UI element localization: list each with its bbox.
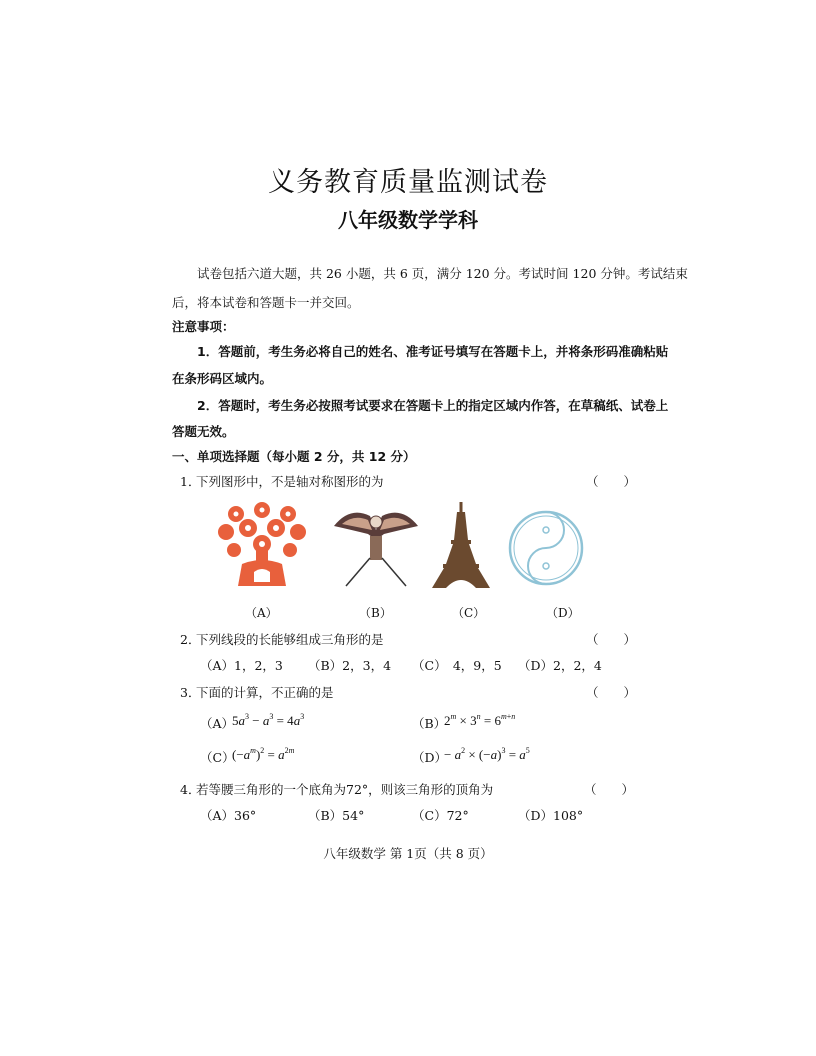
question-4-option-d: （D）108° [518, 808, 584, 823]
notice-item-2-line-2: 答题无效。 [172, 424, 235, 439]
question-3-option-d-label: （D） [412, 750, 448, 765]
question-2-text: 下列线段的长能够组成三角形的是 [196, 632, 384, 647]
kite-icon [330, 500, 422, 588]
question-3-option-a-formula: $5a^3 - a^3 = 4a^3$ [232, 712, 305, 728]
notice-heading: 注意事项： [172, 319, 235, 334]
question-3-text: 下面的计算，不正确的是 [196, 685, 334, 700]
question-2-option-a: （A）1，2，3 [200, 658, 283, 673]
paper-cut-tree-icon [216, 502, 308, 586]
question-2-number: 2． [180, 632, 201, 647]
question-4-option-c: （C）72° [412, 808, 469, 823]
question-3-option-c-formula: $(-a^m)^2 = a^{2m}$ [232, 746, 295, 762]
intro-line-1: 试卷包括六道大题，共 26 小题，共 6 页，满分 120 分。考试时间 120 分钟。考试结束 [197, 266, 688, 281]
question-4-text: 若等腰三角形的一个底角为72°，则该三角形的顶角为 [196, 782, 494, 797]
question-4-number: 4． [180, 782, 201, 797]
question-3-option-c-label: （C） [200, 750, 235, 765]
question-2-option-d: （D）2，2，4 [518, 658, 602, 673]
exam-subtitle: 八年级数学学科 [338, 208, 478, 232]
question-1-option-c: （C） [452, 606, 486, 620]
question-2-answer-paren: （ ） [586, 632, 637, 647]
notice-item-1-line-1: 1．答题前，考生务必将自己的姓名、准考证号填写在答题卡上，并将条形码准确粘贴 [197, 344, 669, 359]
notice-item-2-line-1: 2．答题时，考生务必按照考试要求在答题卡上的指定区域内作答，在草稿纸、试卷上 [197, 398, 669, 413]
question-3-option-b-formula: $2^m \times 3^n = 6^{m+n}$ [444, 712, 516, 728]
intro-line-2: 后，将本试卷和答题卡一并交回。 [172, 295, 360, 310]
question-2-option-b: （B）2，3，4 [308, 658, 392, 673]
question-4-option-a: （A）36° [200, 808, 257, 823]
question-1-text: 下列图形中，不是轴对称图形的为 [196, 474, 384, 489]
question-4-answer-paren: （ ） [584, 782, 635, 797]
question-1-option-d: （D） [546, 606, 580, 620]
page-footer: 八年级数学 第 1页（共 8 页） [323, 846, 493, 861]
question-1-option-b: （B） [359, 606, 392, 620]
eiffel-tower-icon [430, 502, 492, 588]
question-2-option-c: （C） 4，9，5 [412, 658, 502, 673]
question-1-number: 1． [180, 474, 201, 489]
yin-yang-icon [506, 508, 586, 588]
question-3-option-d-formula: − $a^2 \times (-a)^3 = a^5$ [444, 746, 530, 762]
question-3-number: 3． [180, 685, 201, 700]
question-3-answer-paren: （ ） [586, 685, 637, 700]
question-3-option-b-label: （B） [412, 716, 447, 731]
exam-title: 义务教育质量监测试卷 [268, 167, 548, 198]
question-3-option-a-label: （A） [200, 716, 235, 731]
notice-item-1-line-2: 在条形码区域内。 [172, 371, 273, 386]
section-1-heading: 一、单项选择题（每小题 2 分，共 12 分） [172, 449, 416, 464]
question-4-option-b: （B）54° [308, 808, 365, 823]
question-1-answer-paren: （ ） [586, 474, 637, 489]
question-1-option-a: （A） [245, 606, 278, 620]
